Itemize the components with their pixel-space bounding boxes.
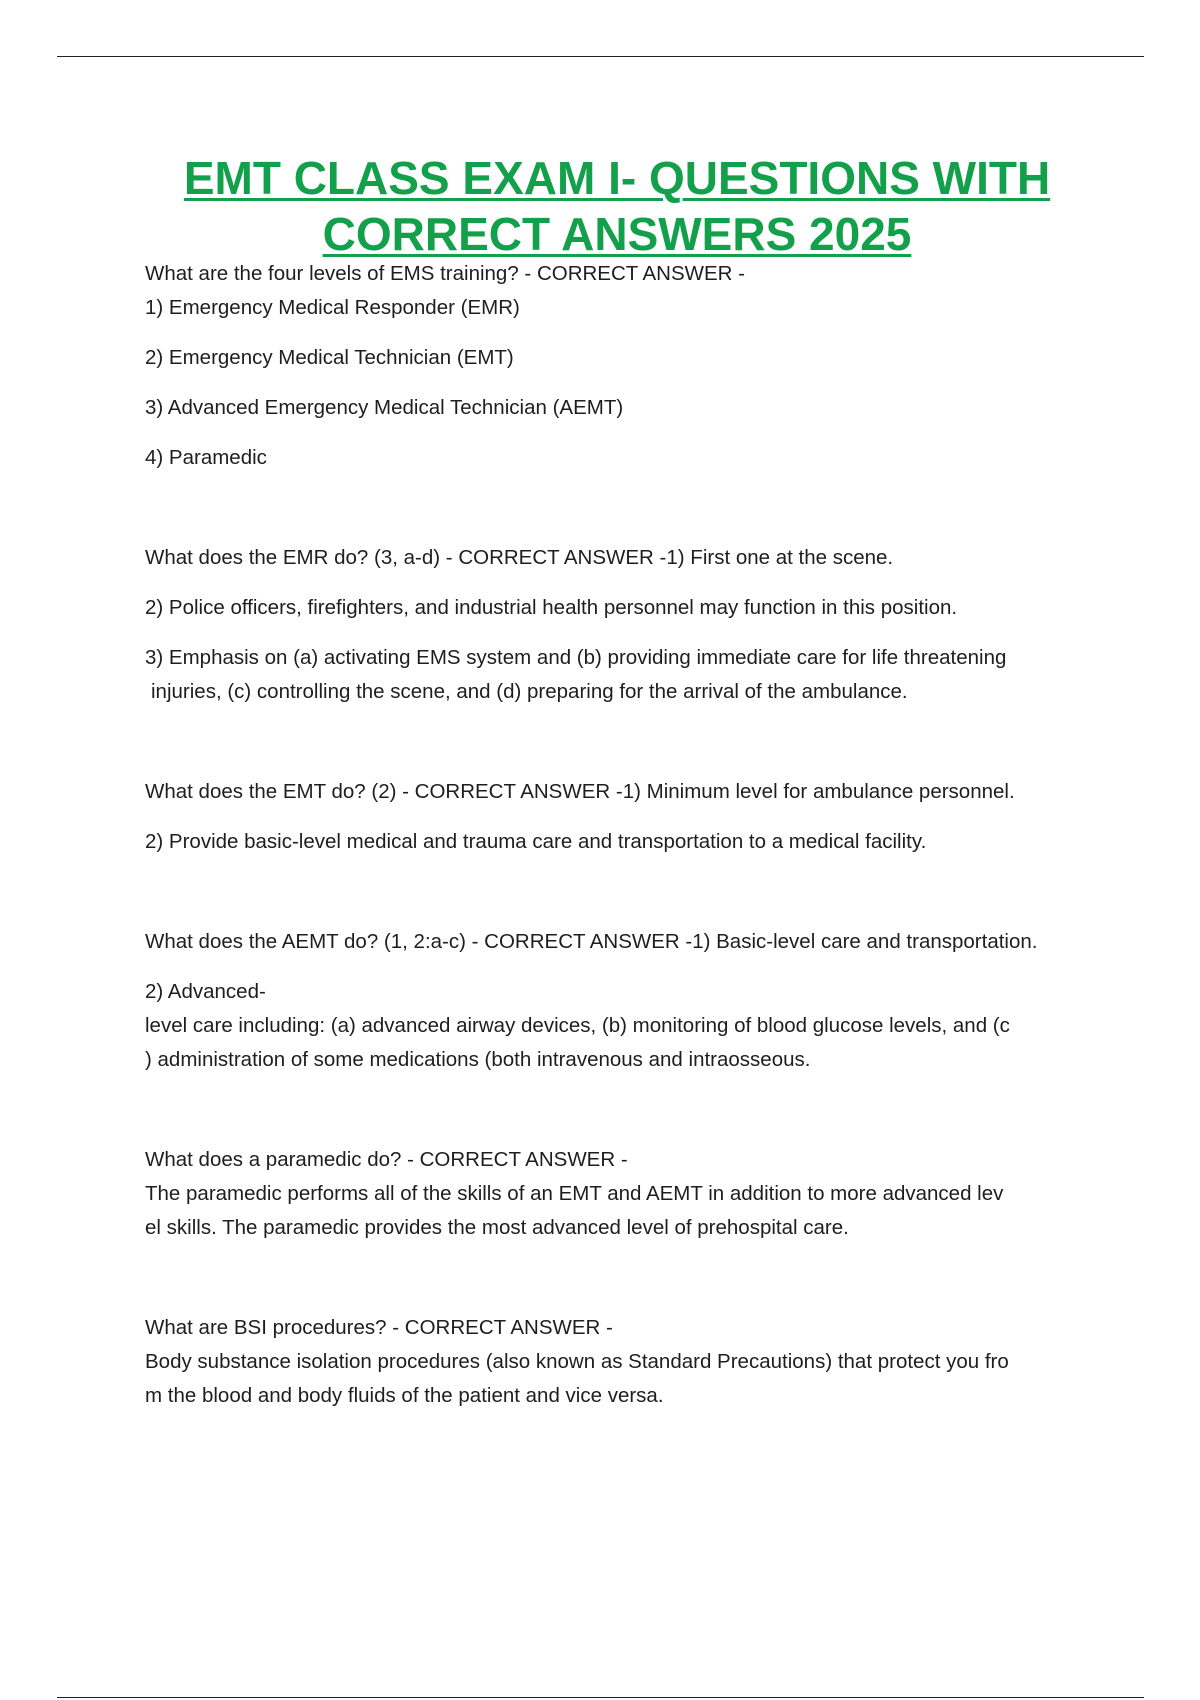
answer-line: ) administration of some medications (both intravenous and intraosseous. <box>145 1048 811 1071</box>
title-line-1: EMT CLASS EXAM I- QUESTIONS WITH <box>183 152 1051 204</box>
answer-line: 2) Emergency Medical Technician (EMT) <box>145 346 514 369</box>
section-spacer <box>145 475 1095 541</box>
document-body <box>145 257 1095 1413</box>
qa-block <box>145 257 1095 475</box>
question-text: What does the EMT do? (2) - CORRECT ANSWER -1) Minimum level for ambulance personnel. <box>145 780 1015 803</box>
answer-line: 1) Emergency Medical Responder (EMR) <box>145 296 520 319</box>
question-text: What are BSI procedures? - CORRECT ANSWER - <box>145 1316 613 1339</box>
question-text: What does the EMR do? (3, a-d) - CORRECT ANSWER -1) First one at the scene. <box>145 546 894 569</box>
question-text: What are the four levels of EMS training? - CORRECT ANSWER - <box>145 262 746 285</box>
qa-block <box>145 541 1095 709</box>
answer-line: m the blood and body fluids of the patient and vice versa. <box>145 1384 664 1407</box>
qa-block <box>145 1311 1095 1413</box>
question-text: What does the AEMT do? (1, 2:a-c) - CORRECT ANSWER -1) Basic-level care and transportation. <box>145 930 1038 953</box>
qa-block <box>145 775 1095 859</box>
answer-line: The paramedic performs all of the skills of an EMT and AEMT in addition to more advanced lev <box>145 1182 1004 1205</box>
answer-line: el skills. The paramedic provides the most advanced level of prehospital care. <box>145 1216 849 1239</box>
answer-line: 3) Advanced Emergency Medical Technician (AEMT) <box>145 396 624 419</box>
section-spacer <box>145 859 1095 925</box>
bottom-divider <box>57 1697 1144 1698</box>
answer-line: 2) Advanced- <box>145 980 266 1003</box>
question-text: What does a paramedic do? - CORRECT ANSWER - <box>145 1148 628 1171</box>
answer-line: 3) Emphasis on (a) activating EMS system and (b) providing immediate care for life threatening <box>145 646 1007 669</box>
section-spacer <box>145 1245 1095 1311</box>
answer-line: level care including: (a) advanced airway devices, (b) monitoring of blood glucose levels, and (c <box>145 1014 1010 1037</box>
top-divider <box>57 56 1144 57</box>
qa-block <box>145 925 1095 1077</box>
answer-line: Body substance isolation procedures (also known as Standard Precautions) that protect you fro <box>145 1350 1009 1373</box>
section-spacer <box>145 709 1095 775</box>
title-line-2: CORRECT ANSWERS 2025 <box>322 208 912 260</box>
section-spacer <box>145 1077 1095 1143</box>
document-title <box>0 150 1200 262</box>
answer-line: injuries, (c) controlling the scene, and (d) preparing for the arrival of the ambulance. <box>151 680 908 703</box>
qa-block <box>145 1143 1095 1245</box>
answer-line: 2) Provide basic-level medical and trauma care and transportation to a medical facility. <box>145 830 927 853</box>
answer-line: 2) Police officers, firefighters, and industrial health personnel may function in this position. <box>145 596 958 619</box>
answer-line: 4) Paramedic <box>145 446 267 469</box>
